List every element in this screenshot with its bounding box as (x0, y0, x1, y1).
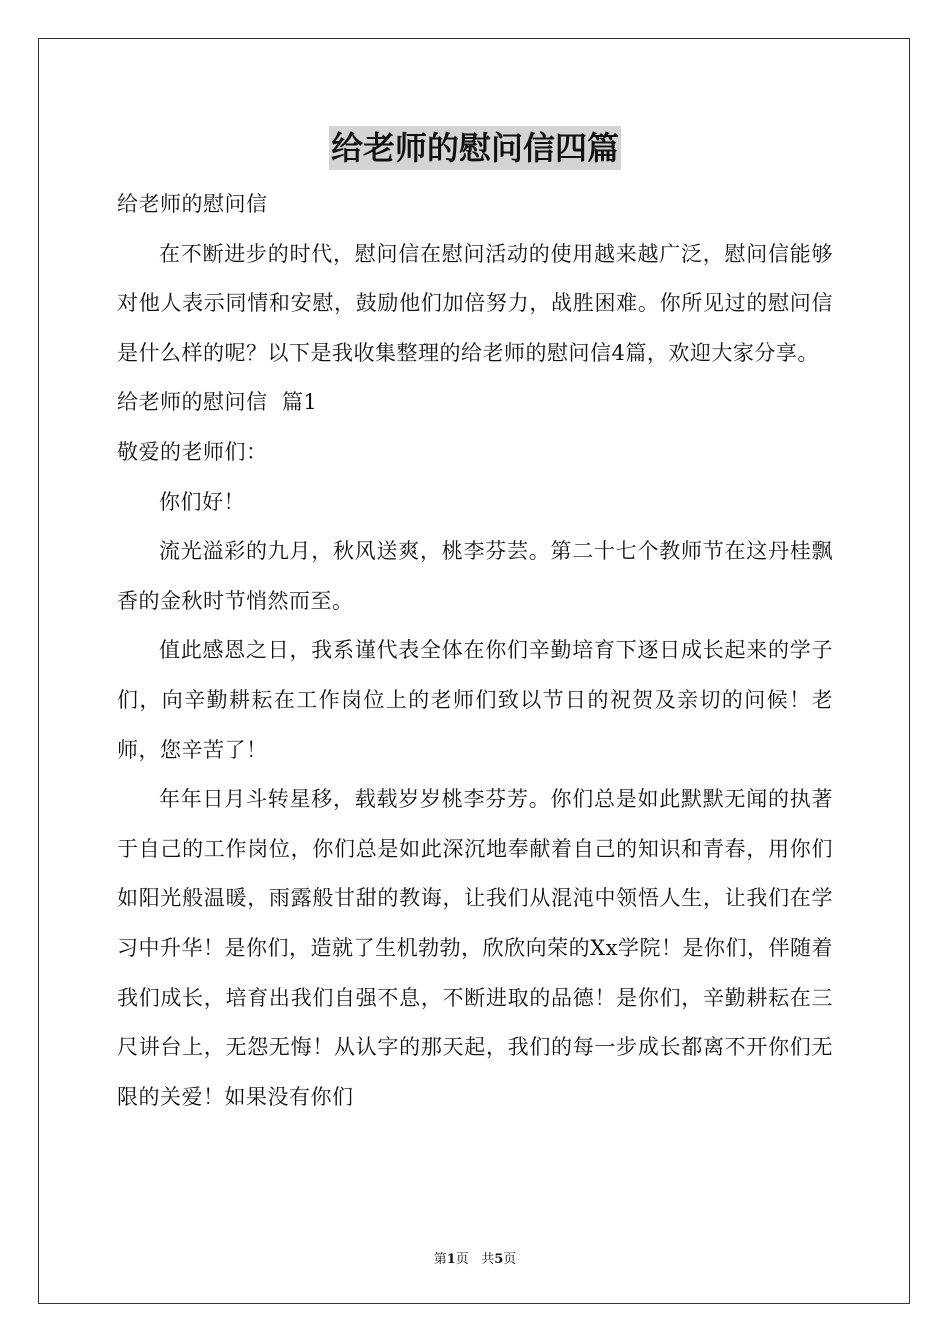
page-current: 1 (446, 1252, 456, 1267)
page-suffix: 页 (455, 1252, 469, 1267)
paragraph: 给老师的慰问信 (117, 192, 268, 216)
title-container (0, 126, 950, 170)
paragraph: 在不断进步的时代，慰问信在慰问活动的使用越来越广泛，慰问信能够对他人表示同情和安慰，鼓励他们加倍努力，战胜困难。你所见过的慰问信是什么样的呢？以下是我收集整理的给老师的慰问信4篇，欢迎大家分享。 (117, 241, 833, 365)
total-suffix: 页 (503, 1252, 517, 1267)
page-footer (0, 1248, 950, 1267)
paragraph: 值此感恩之日，我系谨代表全体在你们辛勤培育下逐日成长起来的学子们，向辛勤耕耘在工作岗位上的老师们致以节日的祝贺及亲切的问候！老师，您辛苦了！ (117, 638, 833, 762)
greeting: 你们好！ (159, 489, 245, 514)
page-prefix: 第 (433, 1252, 447, 1267)
document-body (117, 180, 833, 1122)
document-title: 给老师的慰问信四篇 (329, 126, 621, 170)
total-prefix: 共 (481, 1252, 495, 1267)
salutation: 敬爱的老师们： (117, 439, 268, 464)
paragraph: 年年日月斗转星移，载载岁岁桃李芬芳。你们总是如此默默无闻的执著于自己的工作岗位，你们总是如此深沉地奉献着自己的知识和青春，用你们如阳光般温暖，雨露般甘甜的教诲，让我们从混沌中领悟人生，让我们在学习中升华！是你们，造就了生机勃勃，欣欣向荣的Xx学院！是你们，伴随着我们成长，培育出我们自强不息，不断进取的品德！是你们，辛勤耕耘在三尺讲台上，无怨无悔！从认字的那天起，我们的每一步成长都离不开你们无限的关爱！如果没有你们 (117, 787, 833, 1109)
paragraph: 流光溢彩的九月，秋风送爽，桃李芬芸。第二十七个教师节在这丹桂飘香的金秋时节悄然而至。 (117, 539, 833, 613)
page-total: 5 (494, 1252, 504, 1267)
section-heading: 给老师的慰问信 篇1 (117, 390, 318, 415)
